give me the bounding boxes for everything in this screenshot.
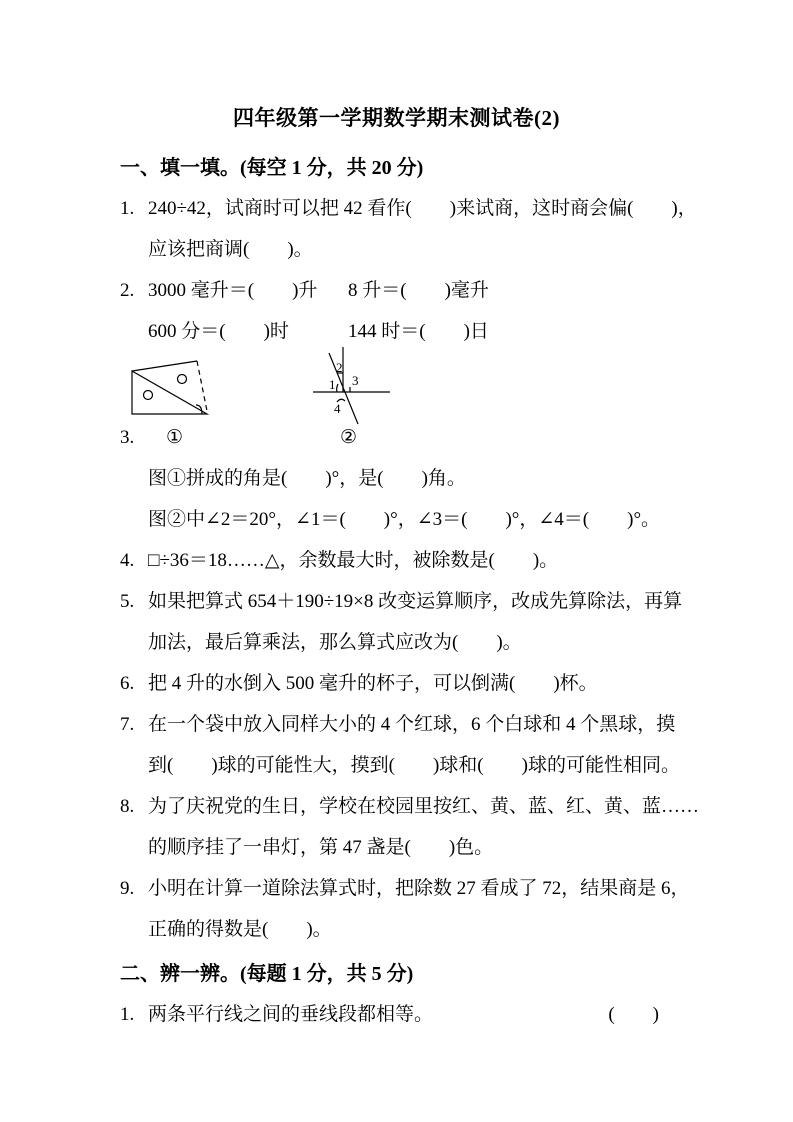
tf-answer-blank: ( ) bbox=[608, 1004, 659, 1025]
figure-2-label: ② bbox=[340, 427, 358, 448]
question-line: □÷36＝18……△，余数最大时，被除数是( )。 bbox=[148, 550, 559, 571]
question-line: 加法，最后算乘法，那么算式应改为( )。 bbox=[148, 632, 522, 653]
figure-1-angle-mark-left bbox=[144, 391, 153, 400]
question-7 bbox=[120, 704, 685, 786]
question-number: 1. bbox=[120, 1004, 135, 1025]
question-line: 小明在计算一道除法算式时，把除数 27 看成了 72，结果商是 6， bbox=[148, 878, 690, 899]
figure-label-row bbox=[148, 417, 685, 458]
question-line: 如果把算式 654＋190÷19×8 改变运算顺序，改成先算除法，再算 bbox=[148, 591, 683, 612]
conversion-blank: 144 时＝( )日 bbox=[348, 321, 489, 342]
figure-1-dashed-edge bbox=[197, 361, 207, 411]
question-line: 正确的得数是( )。 bbox=[148, 919, 332, 940]
question-line: 把 4 升的水倒入 500 毫升的杯子，可以倒满( )杯。 bbox=[148, 673, 598, 694]
question-number: 9. bbox=[120, 878, 135, 899]
tf-question-1 bbox=[120, 994, 685, 1035]
question-number: 5. bbox=[120, 591, 135, 612]
question-number: 3. bbox=[120, 427, 135, 448]
page-title: 四年级第一学期数学期末测试卷(2) bbox=[233, 106, 560, 130]
question-8 bbox=[120, 786, 700, 868]
question-1 bbox=[120, 188, 697, 270]
question-number: 2. bbox=[120, 280, 135, 301]
question-line: 图①拼成的角是( )°，是( )角。 bbox=[148, 468, 466, 489]
figure-2-angle1-arc bbox=[337, 384, 338, 392]
question-line bbox=[148, 311, 685, 352]
figure-1-angle-mark-right bbox=[178, 375, 187, 384]
section2-header: 二、辨一辨。(每题 1 分，共 5 分) bbox=[120, 963, 414, 985]
section1-items bbox=[120, 188, 700, 950]
question-line: 的顺序挂了一串灯，第 47 盏是( )色。 bbox=[148, 837, 494, 858]
conversion-blank: 8 升＝( )毫升 bbox=[348, 280, 489, 301]
conversion-blank: 600 分＝( )时 bbox=[148, 321, 289, 342]
question-line bbox=[148, 270, 685, 311]
question-line: 到( )球的可能性大，摸到( )球和( )球的可能性相同。 bbox=[148, 755, 680, 776]
figure-2-angle3-label: 3 bbox=[352, 373, 359, 388]
figure-2-angle1-label: 1 bbox=[329, 377, 336, 392]
question-2 bbox=[120, 270, 685, 352]
question-number: 1. bbox=[120, 198, 135, 219]
question-5 bbox=[120, 581, 685, 663]
figure-1-lower-triangle bbox=[132, 371, 207, 414]
question-6 bbox=[120, 663, 685, 704]
question-line: 240÷42，试商时可以把 42 看作( )来试商，这时商会偏( )， bbox=[148, 198, 697, 219]
question-number: 6. bbox=[120, 673, 135, 694]
figure-1-label: ① bbox=[166, 427, 184, 448]
figure-2-angle4-label: 4 bbox=[334, 401, 341, 416]
section2-items bbox=[120, 994, 685, 1035]
figure-1-diagram bbox=[127, 348, 217, 420]
figure-2-diagram bbox=[303, 343, 398, 435]
question-line: 为了庆祝党的生日，学校在校园里按红、黄、蓝、红、黄、蓝…… bbox=[148, 796, 700, 817]
tf-statement: 两条平行线之间的垂线段都相等。 bbox=[148, 1004, 434, 1025]
question-number: 8. bbox=[120, 796, 135, 817]
question-line: 在一个袋中放入同样大小的 4 个红球，6 个白球和 4 个黑球，摸 bbox=[148, 714, 676, 735]
question-line: 应该把商调( )。 bbox=[148, 239, 313, 260]
question-number: 7. bbox=[120, 714, 135, 735]
question-4 bbox=[120, 540, 685, 581]
section1-header: 一、填一填。(每空 1 分，共 20 分) bbox=[120, 157, 424, 179]
question-3 bbox=[120, 417, 685, 540]
exam-content bbox=[120, 154, 700, 1035]
question-line: 图②中∠2＝20°，∠1＝( )°，∠3＝( )°，∠4＝( )°。 bbox=[148, 509, 661, 530]
question-number: 4. bbox=[120, 550, 135, 571]
figure-2-angle2-label: 2 bbox=[336, 360, 343, 375]
figure-1-upper-edge bbox=[132, 361, 197, 371]
conversion-blank: 3000 毫升＝( )升 bbox=[148, 280, 318, 301]
question-9 bbox=[120, 868, 690, 950]
